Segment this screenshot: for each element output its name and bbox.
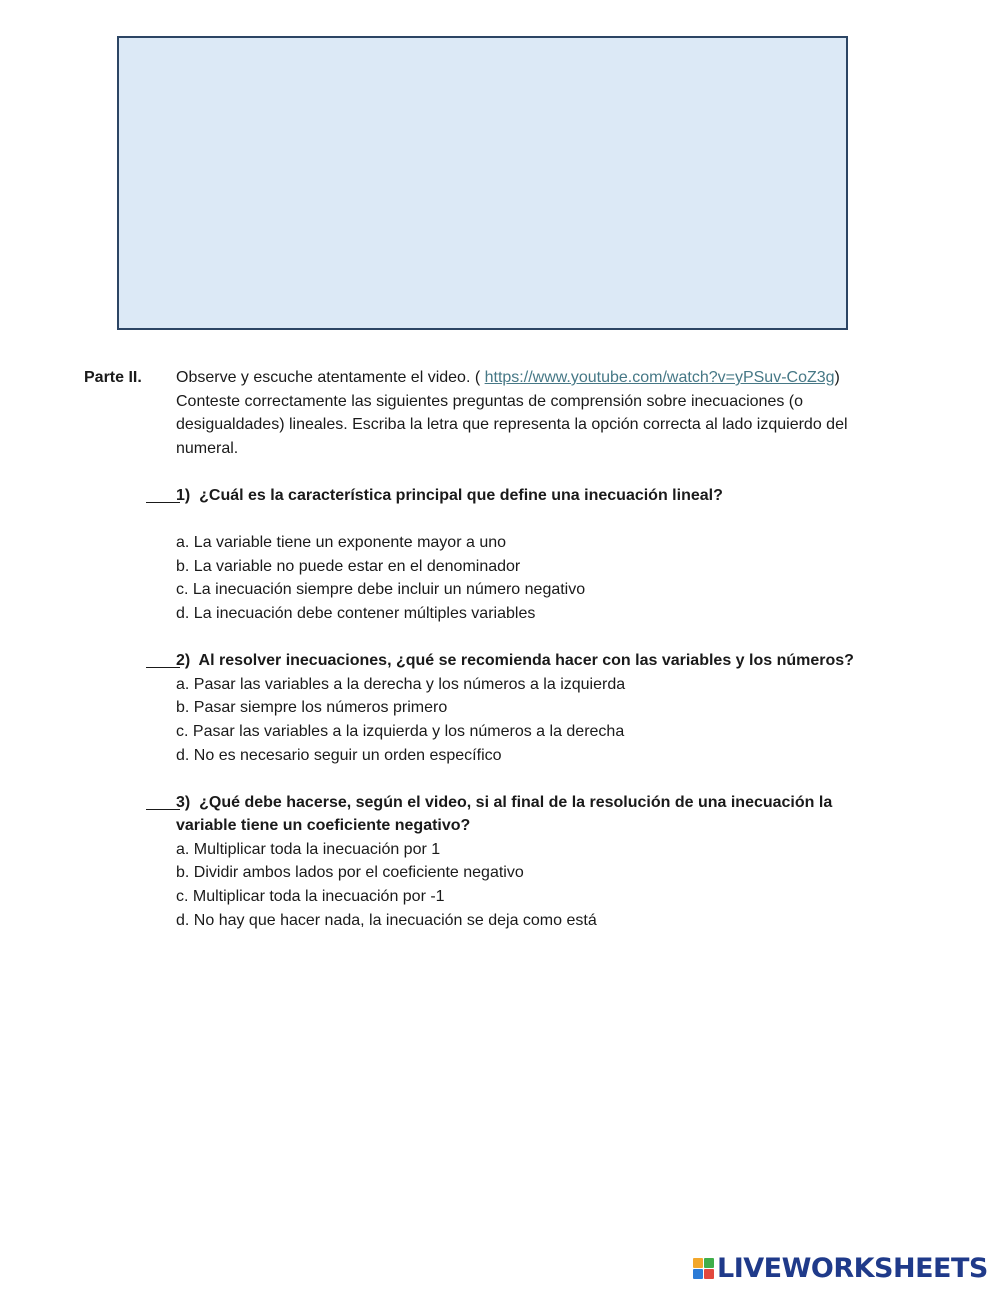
question-1: [84, 484, 884, 626]
question-2-text-line: [176, 649, 884, 673]
logo-block-e: [704, 1269, 714, 1279]
question-1-text-line: [176, 484, 884, 508]
question-3: [84, 791, 884, 933]
logo-block-i: [704, 1258, 714, 1268]
logo-block-l: [693, 1258, 703, 1268]
question-3-text: ¿Qué debe hacerse, según el video, si al final de la resolución de una inecuación la variable tiene un coeficiente negativo?: [176, 793, 833, 835]
question-2-options: [176, 673, 884, 767]
question-1-option-d: d. La inecuación debe contener múltiples variables: [176, 604, 536, 622]
question-2-option-a: a. Pasar las variables a la derecha y los números a la izquierda: [176, 675, 626, 693]
liveworksheets-logo: [693, 1253, 988, 1283]
instructions: [176, 366, 884, 460]
question-3-option-b: b. Dividir ambos lados por el coeficiente negativo: [176, 864, 524, 882]
question-2-text: Al resolver inecuaciones, ¿qué se recomienda hacer con las variables y los números?: [198, 652, 854, 670]
part-label: Parte II.: [84, 369, 142, 386]
intro-text-before-link: Observe y escuche atentamente el video. (: [176, 369, 485, 386]
question-2-number: 2): [176, 652, 191, 670]
question-2-option-c: c. Pasar las variables a la izquierda y los números a la derecha: [176, 722, 625, 740]
question-1-option-c: c. La inecuación siempre debe incluir un número negativo: [176, 581, 586, 599]
question-1-option-b: b. La variable no puede estar en el denominador: [176, 557, 521, 575]
logo-text: LIVEWORKSHEETS: [717, 1252, 988, 1284]
question-3-option-a: a. Multiplicar toda la inecuación por 1: [176, 840, 441, 858]
question-1-text: ¿Cuál es la característica principal que define una inecuación lineal?: [199, 486, 723, 504]
video-placeholder[interactable]: [117, 36, 848, 330]
question-3-options: [176, 838, 884, 932]
question-2-option-d: d. No es necesario seguir un orden específico: [176, 746, 502, 764]
part-two-section: [84, 366, 884, 932]
intro-text-after-link: ) Conteste correctamente las siguientes preguntas de comprensión sobre inecuaciones (o desigualdades) lineales. Escriba la letra que representa la opción correcta al lado izquierdo del numeral.: [176, 369, 848, 457]
question-3-text-line: [176, 791, 884, 838]
question-1-options: [176, 531, 884, 625]
logo-block-v: [693, 1269, 703, 1279]
question-1-number: 1): [176, 486, 191, 504]
question-3-option-c: c. Multiplicar toda la inecuación por -1: [176, 888, 445, 906]
question-3-number: 3): [176, 793, 191, 811]
question-2-option-b: b. Pasar siempre los números primero: [176, 699, 448, 717]
question-1-option-a: a. La variable tiene un exponente mayor a uno: [176, 534, 507, 552]
question-3-option-d: d. No hay que hacer nada, la inecuación se deja como está: [176, 911, 597, 929]
question-2: [84, 649, 884, 767]
logo-blocks-icon: [693, 1258, 714, 1279]
video-link[interactable]: https://www.youtube.com/watch?v=yPSuv-CoZ3g: [484, 369, 835, 386]
